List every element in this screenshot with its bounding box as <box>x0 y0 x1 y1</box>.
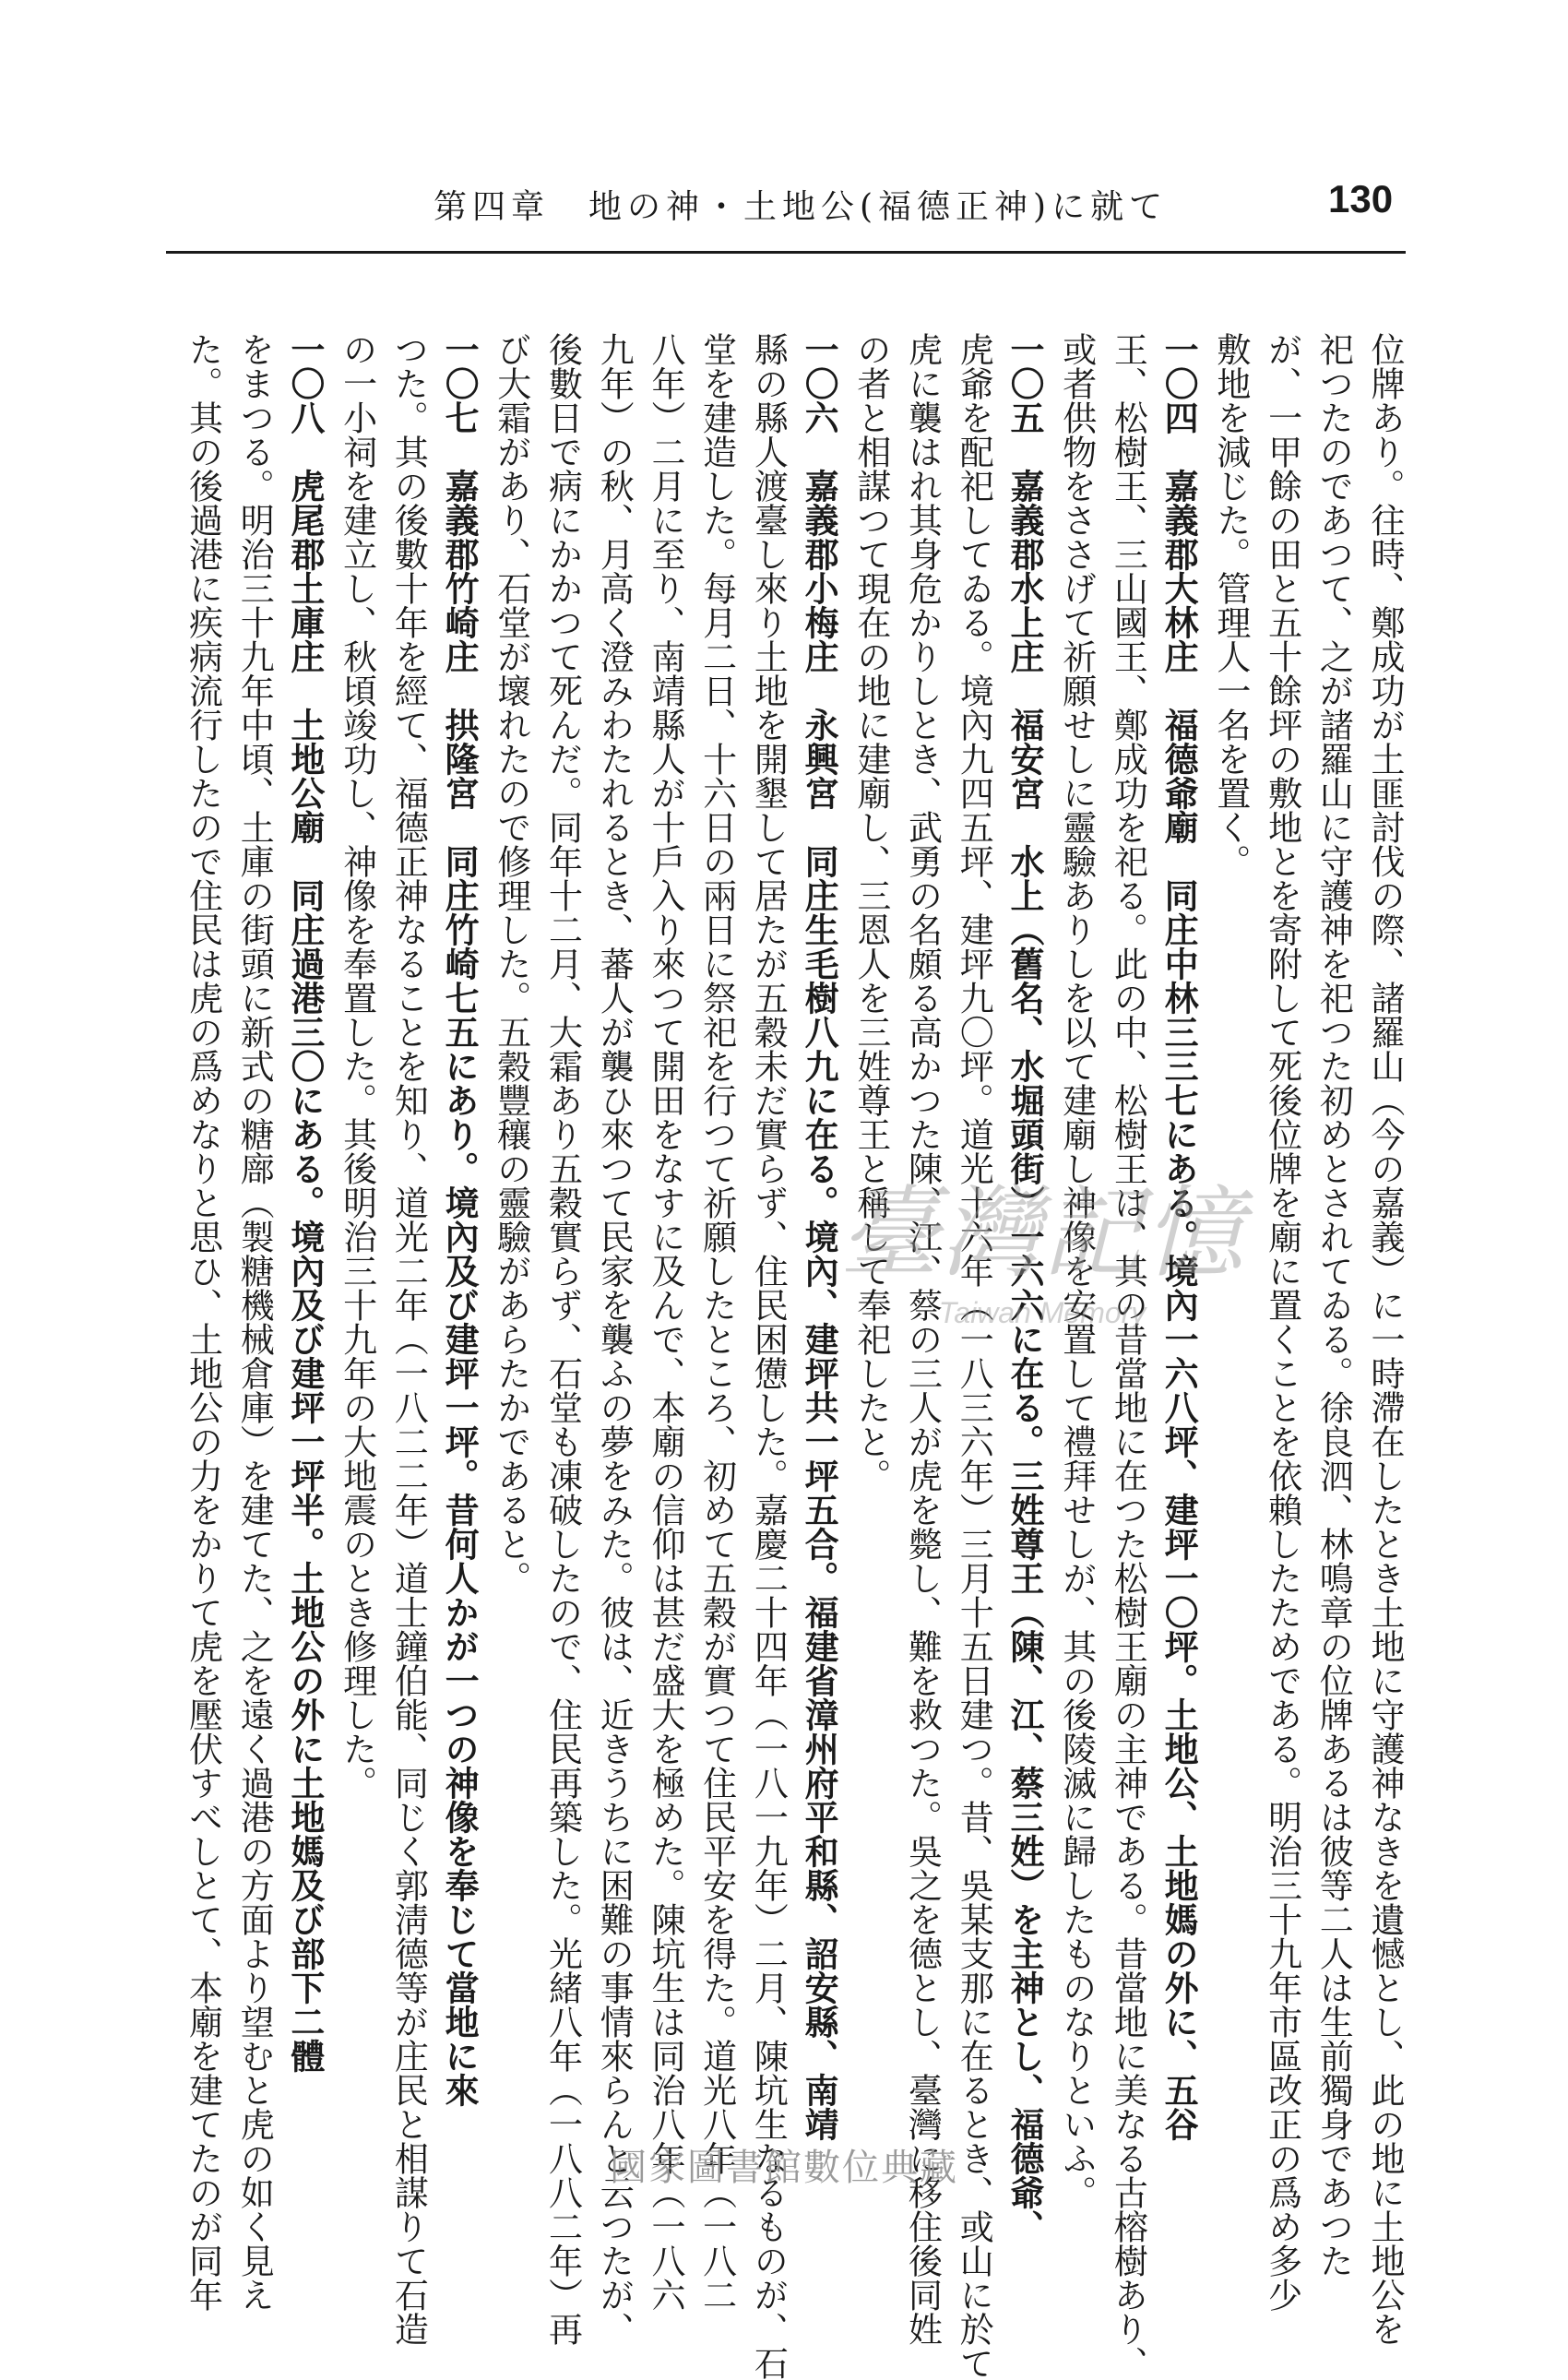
entry-heading-column: 一〇四 嘉義郡大林庄 福德爺廟 同庄中林三三七にある。境內一六八坪、建坪一〇坪。土地公、土地媽の外に、五谷 <box>1158 332 1200 2141</box>
text-column: の者と相謀つて現在の地に建廟し、三恩人を三姓尊王と稱して奉祀したと。 <box>850 332 891 1493</box>
page-number: 130 <box>1328 177 1394 220</box>
watermark-main-text: 臺灣記憶 <box>839 1176 1246 1291</box>
entry-heading-column: 一〇五 嘉義郡水上庄 福安宮 水上（舊名、水堀頭街）一六六に在る。三姓尊王（陳、江、蔡三姓）を主神とし、福德爺、 <box>1004 332 1045 2243</box>
footer-text: 國家圖書館數位典藏 <box>610 2147 958 2189</box>
text-column: の一小祠を建立し、秋頃竣功し、神像を奉置した。其後明治三十九年の大地震のとき修理した。 <box>337 332 377 1800</box>
page-title: 第四章 地の神・土地公(福德正神)に就て <box>434 188 1169 226</box>
text-column: た。其の後過港に疾病流行したので住民は虎の爲めなりと思ひ、土地公の力をかりて虎を壓伏すべしとて、本廟を建てたのが同年 <box>183 332 223 2312</box>
watermark-sub-text: Taiwan Memory <box>938 1296 1146 1329</box>
text-column: 九年）の秋、月高く澄みわたれるとき、蕃人が襲ひ來つて民家を襲ふの夢をみた。彼は、近きうちに困難の事情來らんと云つたが、 <box>594 332 635 2346</box>
text-column: び大霜があり、石堂が壞れたので修理した。五穀豐穰の靈驗があらたかであると。 <box>491 332 531 1595</box>
text-column: 敷地を減じた。管理人一名を置く。 <box>1210 332 1251 878</box>
entry-heading-column: 一〇七 嘉義郡竹崎庄 拱隆宮 同庄竹崎七五にあり。境內及び建坪一坪。昔何人かが一つの神像を奉じて當地に來 <box>439 332 481 2107</box>
text-column: 祀つたのであつて、之が諸羅山に守護神を祀つた初めとされてゐる。徐良泗、林鳴章の位牌あるは彼等二人は生前獨身であつた <box>1313 332 1354 2278</box>
text-column: 縣の縣人渡臺し來り土地を開墾して居たが五穀未だ實らず、住民困憊した。嘉慶二十四年（一八一九年）二月、陳坑生なるものが、石 <box>748 332 789 2380</box>
text-column: 堂を建造した。每月二日、十六日の兩日に祭祀を行つて祈願したところ、初めて五穀が實つて住民平安を得た。道光八年（一八二 <box>696 332 737 2312</box>
text-column: 虎爺を配祀してゐる。境內九四五坪、建坪九〇坪。道光十六年（一八三六年）三月十五日建つ。昔、吳某支那に在るとき、或山に於て <box>954 332 994 2380</box>
header-rule <box>166 251 1406 254</box>
entry-heading-column: 一〇八 虎尾郡土庫庄 土地公廟 同庄過港三〇にある。境內及び建坪一坪半。土地公の外に土地媽及び部下二體 <box>284 332 326 2073</box>
text-column: 後數日で病にかかつて死んだ。同年十二月、大霜あり五穀實らず、石堂も凍破したので、住民再築した。光緒八年（一八八二年）再 <box>542 332 583 2346</box>
entry-heading-column: 一〇六 嘉義郡小梅庄 永興宮 同庄生毛樹八九に在る。境內、建坪共一坪五合。福建省漳州府平和縣、詔安縣、南靖 <box>799 332 840 2141</box>
text-column: 位牌あり。往時、鄭成功が土匪討伐の際、諸羅山（今の嘉義）に一時滯在したとき土地に守護神なきを遺憾とし、此の地に土地公を <box>1365 332 1405 2346</box>
text-column: 虎に襲はれ其身危かりしとき、武勇の名頗る高かつた陳、江、蔡の三人が虎を斃し、難を救つた。吳之を德とし、臺灣に移住後同姓 <box>902 332 943 2346</box>
text-column: 王、松樹王、三山國王、鄭成功を祀る。此の中、松樹王は、其の昔當地に在つた松樹王廟の主神である。昔當地に美なる古榕樹あり、 <box>1108 332 1148 2380</box>
text-column: 或者供物をささげて祈願せしに靈驗ありしを以て建廟し神像を安置して禮拜せしが、其の後陵滅に歸したものなりといふ。 <box>1056 332 1097 2209</box>
text-column: つた。其の後數十年を經て、福德正神なることを知り、道光二年（一八二二年）道士鐘伯能、同じく郭淸德等が庄民と相謀りて石造 <box>388 332 429 2346</box>
text-column: をまつる。明治三十九年中頃、土庫の街頭に新式の糖廍（製糖機械倉庫）を建てた、之を遠く過港の方面より望むと虎の如く見え <box>234 332 275 2312</box>
text-column: が、一甲餘の田と五十餘坪の敷地とを寄附して死後位牌を廟に置くことを依賴したためである。明治三十九年市區改正の爲め多少 <box>1262 332 1302 2312</box>
text-column: 八年）二月に至り、南靖縣人が十戶入り來つて開田をなすに及んで、本廟の信仰は甚だ盛大を極めた。陳坑生は同治八年（一八六 <box>645 332 685 2312</box>
